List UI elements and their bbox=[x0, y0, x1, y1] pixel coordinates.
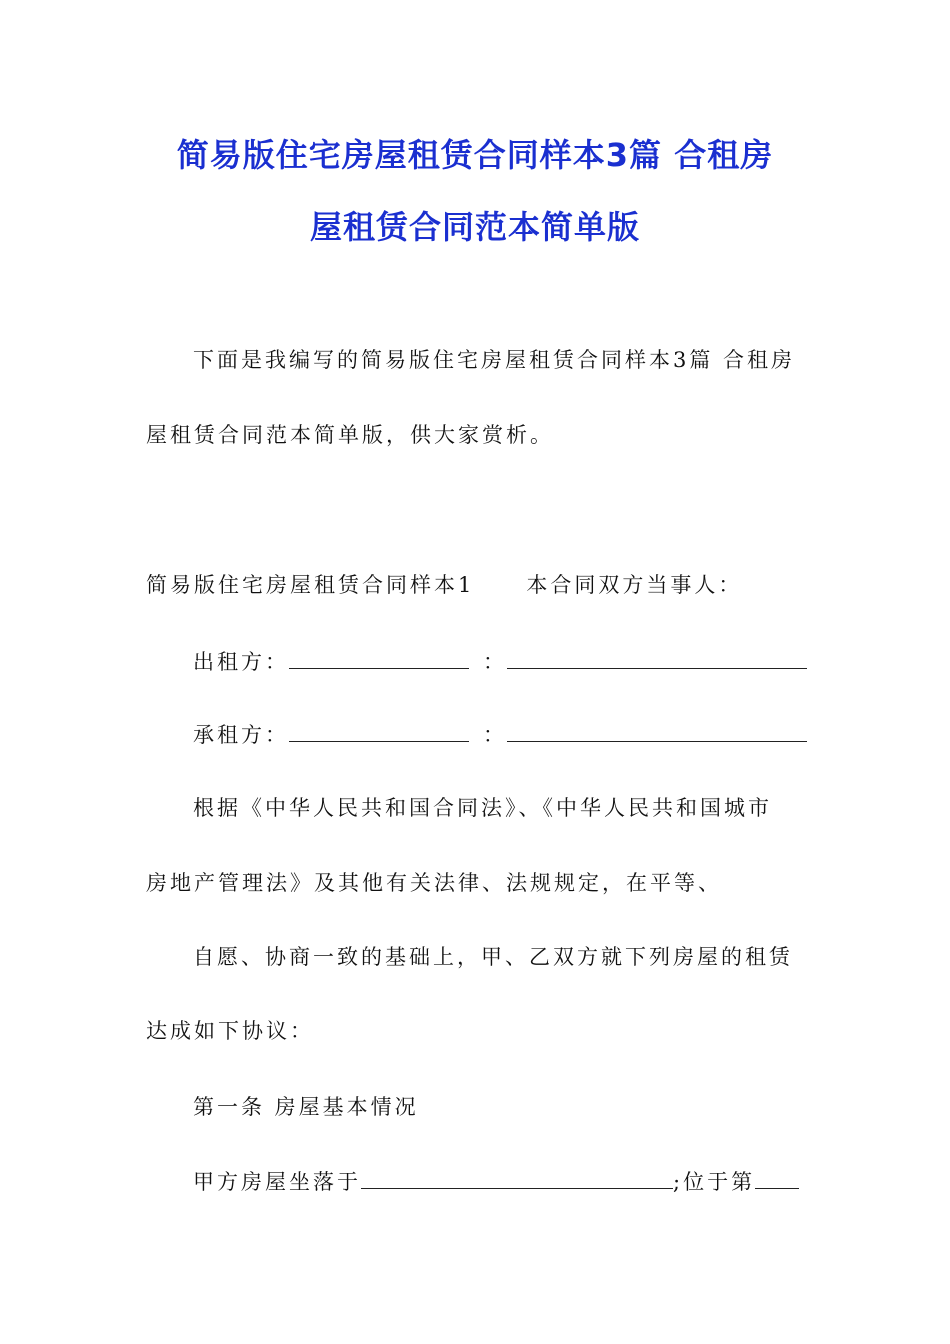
basis-line-4: 达成如下协议： bbox=[146, 1019, 314, 1043]
lessor-label: 出租方： bbox=[193, 650, 289, 674]
lessor-row bbox=[193, 646, 807, 677]
intro-line-2: 屋租赁合同范本简单版，供大家赏析。 bbox=[146, 423, 554, 447]
location-blank bbox=[361, 1166, 673, 1189]
section-1-heading: 简易版住宅房屋租赁合同样本1 bbox=[146, 573, 475, 597]
location-row bbox=[193, 1166, 799, 1197]
document-title-line-1: 简易版住宅房屋租赁合同样本3篇 合租房 bbox=[176, 136, 774, 174]
lessee-separator: ： bbox=[483, 723, 507, 747]
section-heading-row bbox=[146, 570, 742, 600]
floor-label: ;位于第 bbox=[673, 1170, 756, 1194]
lessee-detail-blank bbox=[507, 719, 807, 742]
parties-intro-label: 本合同双方当事人： bbox=[526, 573, 743, 597]
basis-line-1: 根据《中华人民共和国合同法》、《中华人民共和国城市 bbox=[193, 796, 772, 820]
location-label: 甲方房屋坐落于 bbox=[193, 1170, 361, 1194]
lessee-label: 承租方： bbox=[193, 723, 289, 747]
basis-line-3: 自愿、协商一致的基础上，甲、乙双方就下列房屋的租赁 bbox=[193, 945, 793, 969]
lessor-separator: ： bbox=[483, 650, 507, 674]
floor-blank bbox=[755, 1166, 799, 1189]
lessor-detail-blank bbox=[507, 646, 807, 669]
basis-line-2: 房地产管理法》及其他有关法律、法规规定，在平等、 bbox=[146, 871, 722, 895]
lessee-row bbox=[193, 719, 807, 750]
intro-line-1: 下面是我编写的简易版住宅房屋租赁合同样本3篇 合租房 bbox=[193, 348, 796, 372]
article-1-heading: 第一条 房屋基本情况 bbox=[193, 1095, 419, 1119]
lessee-name-blank bbox=[289, 719, 469, 742]
document-title-line-2: 屋租赁合同范本简单版 bbox=[309, 208, 640, 246]
lessor-name-blank bbox=[289, 646, 469, 669]
